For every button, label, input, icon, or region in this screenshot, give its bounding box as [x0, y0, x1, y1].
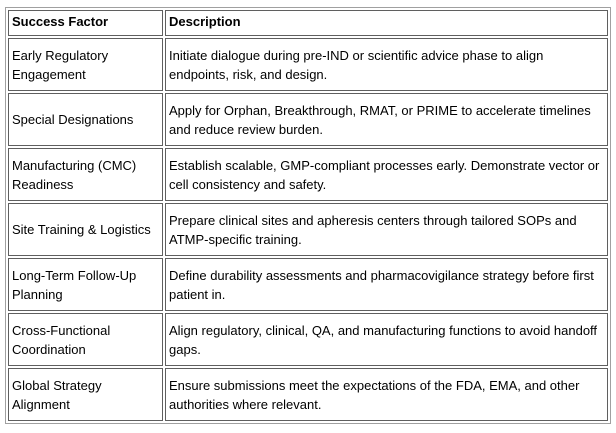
- table-row: [8, 368, 608, 421]
- table-row: [8, 38, 608, 91]
- table-row: [8, 148, 608, 201]
- description-cell: Establish scalable, GMP-compliant processes early. Demonstrate vector or cell consistency and safety.: [165, 148, 608, 201]
- table-row: [8, 313, 608, 366]
- success-factors-table: [5, 7, 611, 424]
- header-description: Description: [165, 10, 608, 36]
- success-factor-cell: Site Training & Logistics: [8, 203, 163, 256]
- success-factors-table-container: [5, 7, 611, 424]
- success-factor-cell: Manufacturing (CMC) Readiness: [8, 148, 163, 201]
- success-factor-cell: Special Designations: [8, 93, 163, 146]
- success-factor-cell: Global Strategy Alignment: [8, 368, 163, 421]
- description-cell: Prepare clinical sites and apheresis centers through tailored SOPs and ATMP-specific training.: [165, 203, 608, 256]
- description-cell: Ensure submissions meet the expectations of the FDA, EMA, and other authorities where relevant.: [165, 368, 608, 421]
- success-factor-cell: Cross-Functional Coordination: [8, 313, 163, 366]
- table-row: [8, 258, 608, 311]
- description-cell: Initiate dialogue during pre-IND or scientific advice phase to align endpoints, risk, and design.: [165, 38, 608, 91]
- table-row: [8, 203, 608, 256]
- success-factor-cell: Long-Term Follow-Up Planning: [8, 258, 163, 311]
- description-cell: Define durability assessments and pharmacovigilance strategy before first patient in.: [165, 258, 608, 311]
- table-header-row: [8, 10, 608, 36]
- header-success-factor: Success Factor: [8, 10, 163, 36]
- table-row: [8, 93, 608, 146]
- description-cell: Align regulatory, clinical, QA, and manufacturing functions to avoid handoff gaps.: [165, 313, 608, 366]
- description-cell: Apply for Orphan, Breakthrough, RMAT, or PRIME to accelerate timelines and reduce review burden.: [165, 93, 608, 146]
- success-factor-cell: Early Regulatory Engagement: [8, 38, 163, 91]
